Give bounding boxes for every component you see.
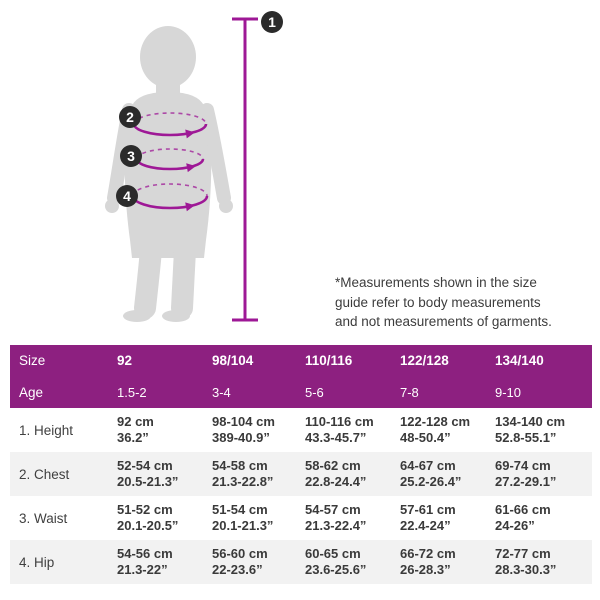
- height-cell: [305, 414, 400, 447]
- cm-value: 66-72 cm: [400, 545, 456, 561]
- inch-value: 28.3-30.3”: [495, 562, 557, 577]
- inch-value: 26-28.3”: [400, 562, 451, 577]
- row-label: 1. Height: [19, 422, 74, 438]
- height-cell: [117, 414, 212, 447]
- age-col-5: 9-10: [495, 384, 522, 400]
- age-col-3: 5-6: [305, 384, 324, 400]
- inch-value: 21.3-22.4”: [305, 518, 367, 533]
- waist-marker-badge-icon: [120, 145, 142, 167]
- inch-value: 389-40.9”: [212, 430, 270, 445]
- age-header-label: Age: [19, 384, 44, 400]
- hip-cell: [495, 546, 592, 579]
- height-cell: [495, 414, 592, 447]
- cm-value: 69-74 cm: [495, 457, 551, 473]
- inch-value: 24-26”: [495, 518, 535, 533]
- table-row-hip: [10, 540, 592, 584]
- note-line: guide refer to body measurements: [335, 294, 541, 310]
- table-row-chest: [10, 452, 592, 496]
- height-cell: [400, 414, 495, 447]
- waist-cell: [117, 502, 212, 535]
- hip-cell: [400, 546, 495, 579]
- cm-value: 134-140 cm: [495, 413, 566, 429]
- size-table: [10, 345, 592, 584]
- inch-value: 27.2-29.1”: [495, 474, 557, 489]
- height-marker-number: 1: [268, 14, 276, 30]
- inch-value: 52.8-55.1”: [495, 430, 557, 445]
- size-header-label: Size: [19, 353, 46, 369]
- size-table-header: [10, 345, 592, 408]
- hip-marker-number: 4: [123, 188, 131, 204]
- waist-cell: [400, 502, 495, 535]
- note-line: and not measurements of garments.: [335, 314, 552, 329]
- chest-cell: [212, 458, 305, 491]
- waist-cell: [305, 502, 400, 535]
- cm-value: 57-61 cm: [400, 501, 456, 517]
- child-silhouette-icon: [105, 26, 233, 322]
- size-col-122-128: 122/128: [400, 353, 449, 369]
- size-col-98-104: 98/104: [212, 353, 254, 369]
- row-label: 4. Hip: [19, 554, 55, 570]
- inch-value: 43.3-45.7”: [305, 430, 367, 445]
- row-label: 2. Chest: [19, 466, 70, 482]
- table-row-waist: [10, 496, 592, 540]
- chest-marker-badge-icon: [119, 106, 141, 128]
- row-label: 3. Waist: [19, 510, 68, 526]
- table-row-height: [10, 408, 592, 452]
- measurement-note: [335, 273, 575, 332]
- hip-cell: [117, 546, 212, 579]
- cm-value: 92 cm: [117, 413, 154, 429]
- inch-value: 21.3-22”: [117, 562, 168, 577]
- chest-marker-number: 2: [126, 109, 134, 125]
- inch-value: 20.1-21.3”: [212, 518, 274, 533]
- inch-value: 20.1-20.5”: [117, 518, 179, 533]
- inch-value: 20.5-21.3”: [117, 474, 179, 489]
- waist-cell: [495, 502, 592, 535]
- age-col-2: 3-4: [212, 384, 231, 400]
- chest-cell: [495, 458, 592, 491]
- cm-value: 122-128 cm: [400, 413, 471, 429]
- cm-value: 61-66 cm: [495, 501, 551, 517]
- note-line: *Measurements shown in the size: [335, 275, 537, 290]
- cm-value: 56-60 cm: [212, 545, 268, 561]
- inch-value: 23.6-25.6”: [305, 562, 367, 577]
- inch-value: 36.2”: [117, 430, 149, 445]
- hip-cell: [305, 546, 400, 579]
- size-col-92: 92: [117, 353, 133, 369]
- hip-marker-badge-icon: [116, 185, 138, 207]
- waist-cell: [212, 502, 305, 535]
- age-col-1: 1.5-2: [117, 384, 147, 400]
- cm-value: 58-62 cm: [305, 457, 361, 473]
- chest-cell: [305, 458, 400, 491]
- chest-cell: [400, 458, 495, 491]
- inch-value: 21.3-22.8”: [212, 474, 274, 489]
- inch-value: 48-50.4”: [400, 430, 451, 445]
- height-measure-line: [232, 19, 258, 320]
- cm-value: 98-104 cm: [212, 413, 275, 429]
- inch-value: 22.4-24”: [400, 518, 451, 533]
- cm-value: 51-54 cm: [212, 501, 268, 517]
- cm-value: 52-54 cm: [117, 457, 173, 473]
- inch-value: 22-23.6”: [212, 562, 263, 577]
- cm-value: 54-58 cm: [212, 457, 268, 473]
- cm-value: 110-116 cm: [305, 413, 374, 429]
- cm-value: 54-56 cm: [117, 545, 173, 561]
- size-col-110-116: 110/116: [305, 353, 353, 369]
- age-col-4: 7-8: [400, 384, 419, 400]
- cm-value: 64-67 cm: [400, 457, 456, 473]
- cm-value: 60-65 cm: [305, 545, 361, 561]
- cm-value: 54-57 cm: [305, 501, 361, 517]
- cm-value: 51-52 cm: [117, 501, 173, 517]
- inch-value: 25.2-26.4”: [400, 474, 462, 489]
- chest-cell: [117, 458, 212, 491]
- height-marker-badge-icon: [261, 11, 283, 33]
- waist-marker-number: 3: [127, 148, 135, 164]
- cm-value: 72-77 cm: [495, 545, 551, 561]
- inch-value: 22.8-24.4”: [305, 474, 367, 489]
- size-col-134-140: 134/140: [495, 353, 544, 369]
- hip-cell: [212, 546, 305, 579]
- height-cell: [212, 414, 305, 447]
